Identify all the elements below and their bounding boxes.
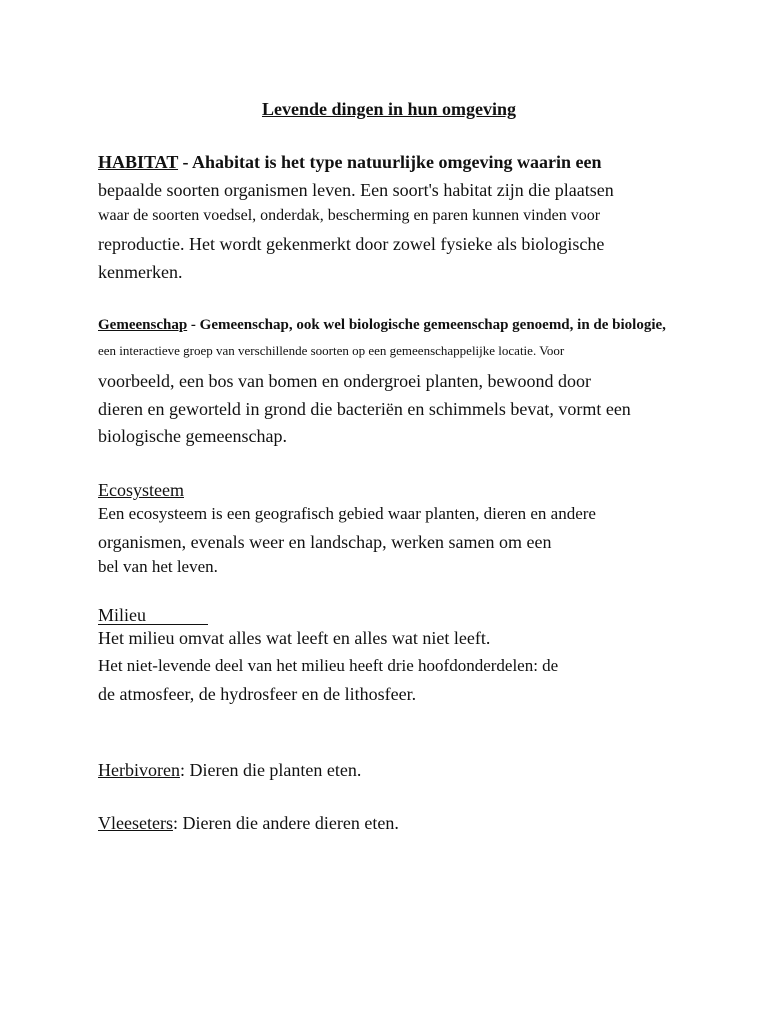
habitat-line: kenmerken. (98, 262, 183, 282)
vleeseters-line (98, 813, 399, 834)
gemeenschap-line: een interactieve groep van verschillende soorten op een gemeenschappelijke locatie. Voor (98, 343, 565, 358)
habitat-line: bepaalde soorten organismen leven. Een soort's habitat zijn die plaatsen (98, 180, 614, 200)
milieu-line: de atmosfeer, de hydrosfeer en de lithosfeer. (98, 684, 417, 704)
document-title: Levende dingen in hun omgeving (261, 99, 517, 119)
herbivoren-term: Herbivoren (98, 760, 180, 780)
milieu-line: Het niet-levende deel van het milieu heeft drie hoofdonderdelen: de (98, 656, 559, 675)
vleeseters-text: : Dieren die andere dieren eten. (172, 813, 399, 833)
gemeenschap-line: dieren en geworteld in grond die bacteriën en schimmels bevat, vormt een (98, 399, 631, 419)
ecosysteem-line: Een ecosysteem is een geografisch gebied waar planten, dieren en andere (98, 504, 596, 523)
milieu-heading-line (98, 605, 208, 626)
habitat-heading-line (98, 152, 602, 173)
milieu-line: Het milieu omvat alles wat leeft en alles wat niet leeft. (98, 628, 491, 648)
herbivoren-line (98, 760, 361, 781)
gemeenschap-line: biologische gemeenschap. (98, 426, 287, 446)
ecosysteem-line: bel van het leven. (98, 557, 218, 576)
herbivoren-text: : Dieren die planten eten. (179, 760, 362, 780)
habitat-lead: - Ahabitat is het type natuurlijke omgeving waarin een (178, 152, 602, 172)
ecosysteem-term: Ecosysteem (98, 480, 184, 500)
ecosysteem-line: organismen, evenals weer en landschap, werken samen om een (98, 532, 552, 552)
gemeenschap-lead: - Gemeenschap, ook wel biologische gemeenschap genoemd, in de biologie, (187, 317, 666, 333)
habitat-line: reproductie. Het wordt gekenmerkt door zowel fysieke als biologische (98, 234, 605, 254)
vleeseters-term: Vleeseters (98, 813, 173, 833)
gemeenschap-heading-line (98, 317, 666, 334)
habitat-term: HABITAT (98, 152, 179, 172)
habitat-line: waar de soorten voedsel, onderdak, bescherming en paren kunnen vinden voor (98, 207, 601, 224)
gemeenschap-term: Gemeenschap (98, 317, 188, 333)
gemeenschap-line: voorbeeld, een bos van bomen en ondergroei planten, bewoond door (98, 371, 592, 391)
milieu-term: Milieu (98, 606, 208, 625)
